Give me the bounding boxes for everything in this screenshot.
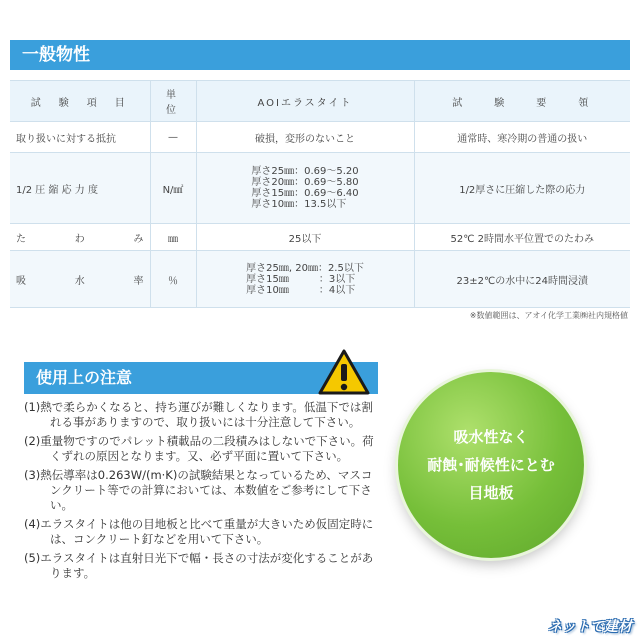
row-method: 23±2℃の水中に24時間浸漬 — [414, 251, 630, 308]
value-line: 厚さ25㎜, 20㎜：2.5以下 — [246, 262, 364, 274]
row-method: 1/2厚さに圧縮した際の応力 — [414, 153, 630, 224]
value-line: 厚さ20㎜：0.69〜5.80 — [251, 177, 359, 188]
table-row — [10, 224, 630, 251]
item-char: 吸 — [16, 275, 26, 287]
value-line: 厚さ10㎜：13.5以下 — [251, 199, 347, 210]
list-item: (5)エラスタイトは直射日光下で幅・長さの寸法が変化することがあります。 — [24, 551, 374, 580]
list-item: (1)熱で柔らかくなると、持ち運びが難しくなります。低温下では割れる事がありますので、取り扱いには十分注意して下さい。 — [24, 400, 373, 429]
brand-logo: ネットで建材 — [548, 619, 632, 635]
badge-line: 吸水性なく — [453, 428, 529, 446]
header-test-method: 試 験 要 領 — [414, 81, 630, 122]
row-value: 破損，変形のないこと — [196, 122, 414, 153]
list-item: (3)熱伝導率は0.263W/(m·K)の試験結果となっているため、マスコンクリート等での計算においては、本数値をご参考にして下さい。 — [24, 468, 373, 512]
value-line: 厚さ15㎜ ：3以下 — [246, 273, 356, 285]
warning-triangle-icon — [318, 348, 370, 396]
footnote: ※数値範囲は、アオイ化学工業㈱社内規格値 — [469, 311, 628, 320]
row-unit: ㎜ — [150, 224, 196, 251]
list-item: (4)エラスタイトは他の目地板と比べて重量が大きいため仮固定時には、コンクリート釘などを用いて下さい。 — [24, 517, 374, 546]
row-value: 25以下 — [196, 224, 414, 251]
row-unit: ％ — [150, 251, 196, 308]
badge-line: 目地板 — [468, 484, 514, 502]
row-value — [196, 153, 414, 224]
value-line: 厚さ10㎜ ：4以下 — [246, 284, 356, 296]
badge-line: 耐蝕･耐候性にとむ — [427, 456, 555, 474]
cautions-list — [24, 400, 382, 585]
value-line: 厚さ15㎜：0.69〜6.40 — [251, 188, 359, 199]
item-char: た — [16, 233, 26, 245]
properties-table — [10, 80, 630, 308]
header-test-item: 試 験 項 目 — [10, 81, 150, 122]
table-row — [10, 251, 630, 308]
section-title-cautions: 使用上の注意 — [24, 362, 378, 394]
row-unit: — — [150, 122, 196, 153]
header-unit: 単 位 — [150, 81, 196, 122]
header-product: AOIエラスタイト — [196, 81, 414, 122]
table-row — [10, 122, 630, 153]
item-char: 水 — [74, 275, 85, 287]
table-row — [10, 153, 630, 224]
value-line: 厚さ25㎜：0.69〜5.20 — [251, 166, 359, 177]
row-item: 1/2 圧 縮 応 力 度 — [10, 153, 150, 224]
row-item: 取り扱いに対する抵抗 — [10, 122, 150, 153]
row-item — [10, 224, 150, 251]
row-method: 通常時、寒冷期の普通の扱い — [414, 122, 630, 153]
row-value — [196, 251, 414, 308]
section-title-general-properties: 一般物性 — [10, 40, 630, 70]
list-item: (2)重量物ですのでパレット積載品の二段積みはしないで下さい。荷くずれの原因となります。又、必ず平面に置いて下さい。 — [24, 434, 374, 463]
row-item — [10, 251, 150, 308]
row-unit: N/㎟ — [150, 153, 196, 224]
item-char: 率 — [133, 275, 144, 287]
row-method: 52℃ 2時間水平位置でのたわみ — [414, 224, 630, 251]
item-char: み — [133, 233, 144, 245]
item-char: わ — [74, 233, 85, 245]
feature-badge — [398, 372, 584, 558]
